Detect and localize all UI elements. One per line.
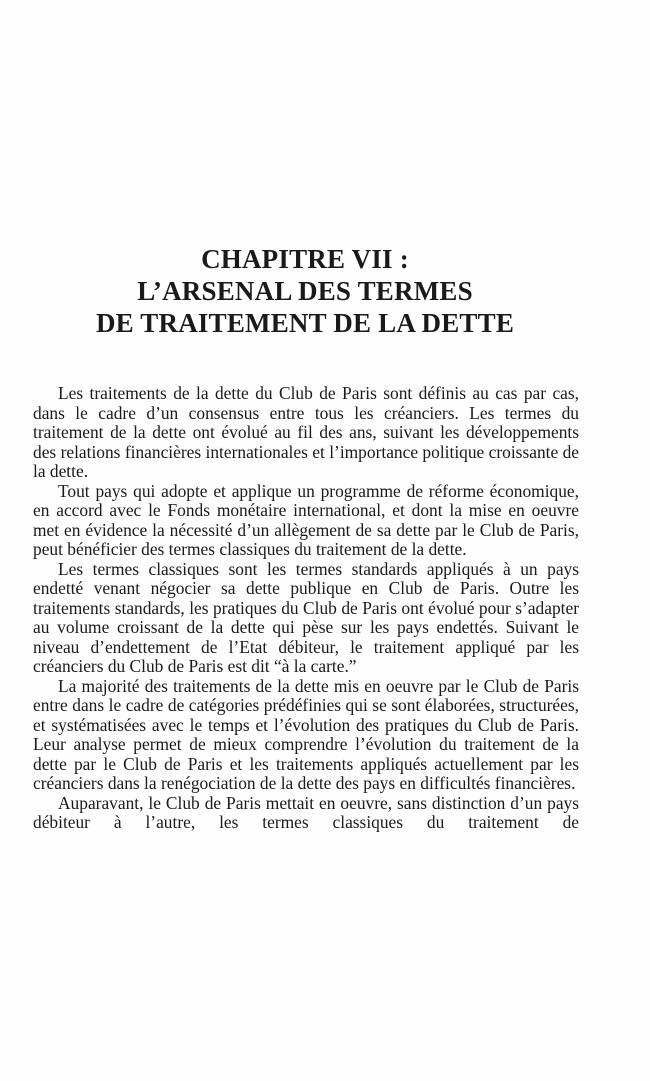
chapter-body [33, 384, 579, 833]
paragraph: Tout pays qui adopte et applique un programme de réforme économique, en accord avec le Fonds monétaire international, et dont la mise en oeuvre met en évidence la nécessité d’un allègement de sa dette par le Club de Paris, peut bénéficier des termes classiques du traitement de la dette. [33, 480, 579, 559]
paragraph: La majorité des traitements de la dette mis en oeuvre par le Club de Paris entre dans le cadre de catégories prédéfinies qui se sont élaborées, structurées, et systématisées avec le temps et l’évolution des pratiques du Club de Paris. Leur analyse permet de mieux comprendre l’évolution du traitement de la dette par le Club de Paris et les traitements appliqués actuellement par les créanciers dans la renégociation de la dette des pays en difficultés financières. [33, 675, 579, 793]
paragraph-continued: Auparavant, le Club de Paris mettait en oeuvre, sans distinction d’un pays débiteur à l’autre, les termes classiques du traitement de [33, 792, 579, 832]
chapter-heading [0, 243, 610, 339]
paragraph: Les termes classiques sont les termes standards appliqués à un pays endetté venant négocier sa dette publique en Club de Paris. Outre les traitements standards, les pratiques du Club de Paris ont évolué pour s’adapter au volume croissant de la dette qui pèse sur les pays endettés. Suivant le niveau d’endettement de l’Etat débiteur, le traitement appliqué par les créanciers du Club de Paris est dit “à la carte.” [33, 558, 579, 676]
chapter-title-line-1: L’ARSENAL DES TERMES [137, 276, 473, 306]
chapter-title-line-2: DE TRAITEMENT DE LA DETTE [95, 308, 515, 338]
chapter-number: CHAPITRE VII : [201, 244, 409, 274]
paragraph: Les traitements de la dette du Club de Paris sont définis au cas par cas, dans le cadre d’un consensus entre tous les créanciers. Les termes du traitement de la dette ont évolué au fil des ans, suivant les développements des relations financières internationales et l’importance politique croissante de la dette. [33, 383, 579, 481]
